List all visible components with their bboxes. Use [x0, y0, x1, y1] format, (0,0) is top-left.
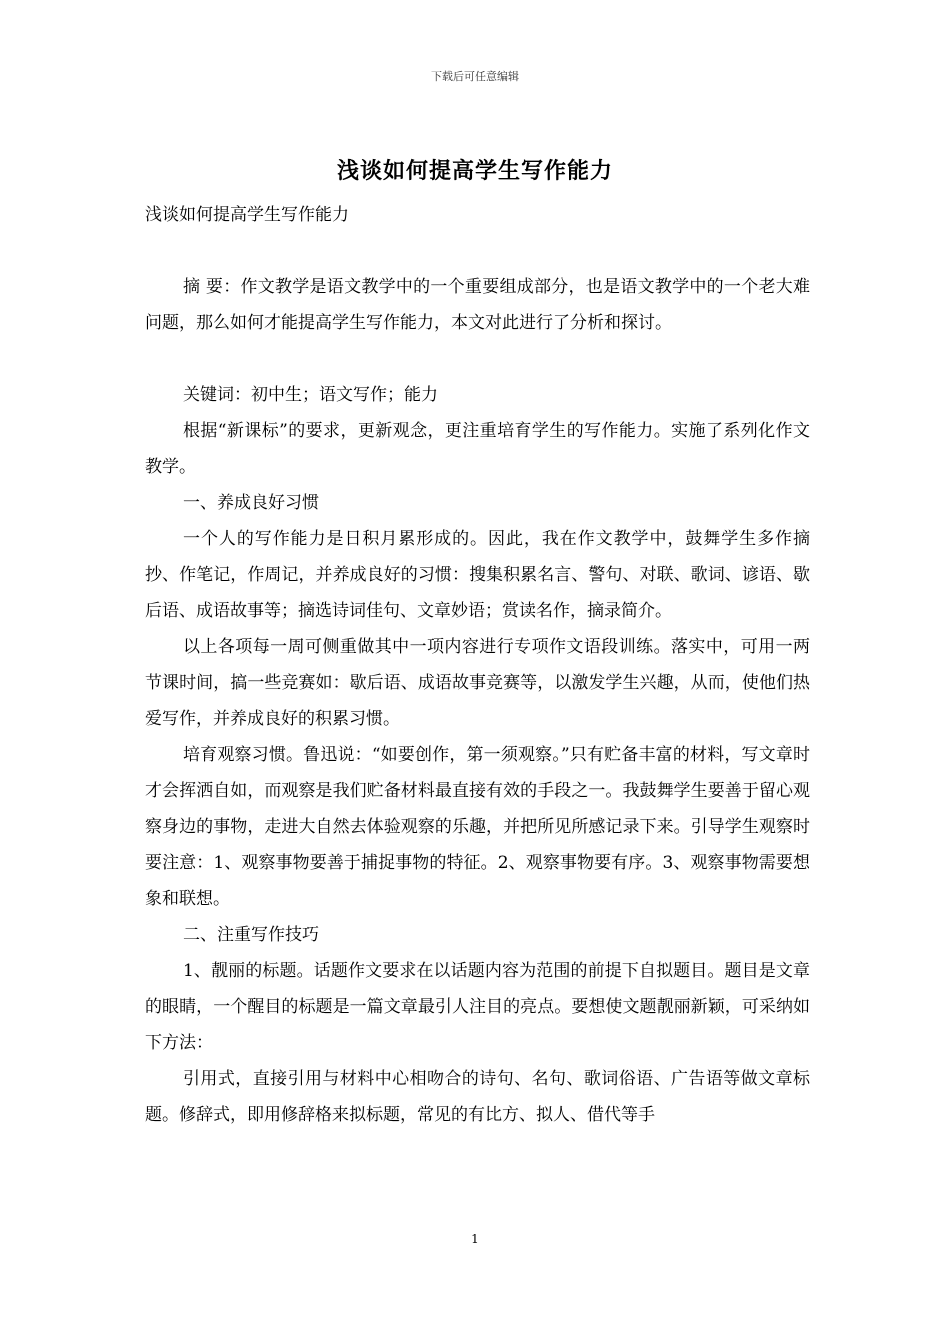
body-paragraph: 根据“新课标”的要求，更新观念，更注重培育学生的写作能力。实施了系列化作文教学。: [145, 421, 810, 477]
body-paragraph: 以上各项每一周可侧重做其中一项内容进行专项作文语段训练。落实中，可用一两节课时间，搞一些竞赛如：歇后语、成语故事竞赛等，以激发学生兴趣，从而，使他们热爱写作，并养成良好的积累习惯。: [145, 637, 810, 729]
page-header: 下载后可任意编辑: [431, 70, 519, 83]
body-paragraph: 培育观察习惯。鲁迅说：“如要创作，第一须观察。”只有贮备丰富的材料，写文章时才会挥洒自如，而观察是我们贮备材料最直接有效的手段之一。我鼓舞学生要善于留心观察身边的事物，走进大自然去体验观察的乐趣，并把所见所感记录下来。引导学生观察时要注意：1、观察事物要善于捕捉事物的特征。2、观察事物要有序。3、观察事物需要想象和联想。: [145, 745, 810, 909]
body-paragraph: 1、靓丽的标题。话题作文要求在以话题内容为范围的前提下自拟题目。题目是文章的眼睛，一个醒目的标题是一篇文章最引人注目的亮点。要想使文题靓丽新颖，可采纳如下方法：: [145, 961, 810, 1053]
keywords-line: 关键词：初中生；语文写作；能力: [183, 385, 438, 405]
document-body: [145, 197, 810, 1133]
document-subtitle: 浅谈如何提高学生写作能力: [145, 205, 349, 225]
section-heading: 一、养成良好习惯: [183, 493, 319, 513]
abstract-paragraph: 摘 要：作文教学是语文教学中的一个重要组成部分，也是语文教学中的一个老大难问题，那么如何才能提高学生写作能力，本文对此进行了分析和探讨。: [145, 277, 810, 333]
page-number: 1: [471, 1232, 479, 1246]
section-heading: 二、注重写作技巧: [183, 925, 319, 945]
body-paragraph: 引用式，直接引用与材料中心相吻合的诗句、名句、歌词俗语、广告语等做文章标题。修辞式，即用修辞格来拟标题，常见的有比方、拟人、借代等手: [145, 1069, 810, 1125]
body-paragraph: 一个人的写作能力是日积月累形成的。因此，我在作文教学中，鼓舞学生多作摘抄、作笔记，作周记，并养成良好的习惯：搜集积累名言、警句、对联、歌词、谚语、歇后语、成语故事等；摘选诗词佳句、文章妙语；赏读名作，摘录简介。: [145, 529, 810, 621]
document-title: 浅谈如何提高学生写作能力: [336, 158, 613, 184]
